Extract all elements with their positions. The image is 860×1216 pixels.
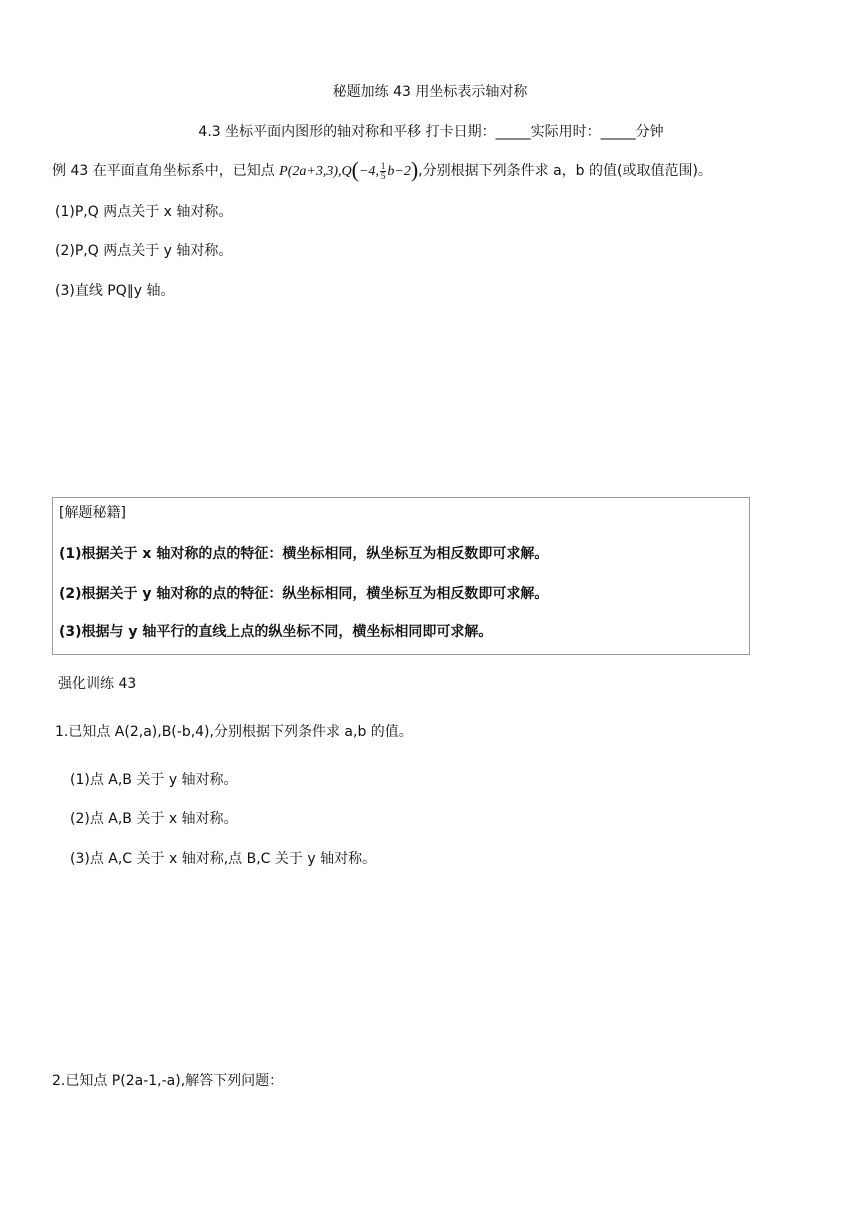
tips-heading: [解题秘籍]	[59, 505, 126, 521]
example-item: (3)直线 PQ∥y 轴。	[55, 283, 175, 299]
practice-heading: 强化训练 43	[58, 676, 137, 692]
q-rest: b−2	[387, 164, 411, 179]
point-p: P(2a+3,3),Q	[279, 164, 352, 179]
example-stem	[52, 158, 712, 184]
question-2-stem: 2.已知点 P(2a-1,-a),解答下列问题：	[52, 1073, 284, 1089]
question-1-item: (1)点 A,B 关于 y 轴对称。	[70, 772, 238, 788]
question-1-item: (3)点 A,C 关于 x 轴对称,点 B,C 关于 y 轴对称。	[70, 851, 377, 867]
fraction	[380, 162, 387, 181]
question-1-stem: 1.已知点 A(2,a),B(-b,4),分别根据下列条件求 a,b 的值。	[55, 724, 413, 740]
q-close-paren: )	[410, 157, 419, 182]
point-q	[351, 157, 419, 182]
tip-item: (2)根据关于 y 轴对称的点的特征：纵坐标相同，横坐标互为相反数即可求解。	[59, 586, 549, 602]
page-subtitle	[0, 122, 860, 142]
page-title: 秘题加练 43 用坐标表示轴对称	[332, 84, 528, 100]
q-open-paren: (	[351, 157, 359, 182]
example-prefix: 例 43 在平面直角坐标系中，已知点	[52, 163, 275, 179]
example-item: (2)P,Q 两点关于 y 轴对称。	[55, 243, 233, 259]
tip-item: (1)根据关于 x 轴对称的点的特征：横坐标相同，纵坐标互为相反数即可求解。	[59, 546, 549, 562]
subtitle-text: 4.3 坐标平面内图形的轴对称和平移 打卡日期：_____实际用时：_____分钟	[198, 124, 664, 140]
fraction-denominator: 5	[380, 171, 386, 182]
q-minus: −4,	[358, 164, 379, 179]
fraction-numerator: 1	[380, 161, 386, 172]
question-1-item: (2)点 A,B 关于 x 轴对称。	[70, 811, 238, 827]
example-suffix: ,分别根据下列条件求 a，b 的值(或取值范围)。	[418, 163, 712, 179]
example-item: (1)P,Q 两点关于 x 轴对称。	[55, 204, 233, 220]
tip-item: (3)根据与 y 轴平行的直线上点的纵坐标不同，横坐标相同即可求解。	[59, 624, 493, 640]
